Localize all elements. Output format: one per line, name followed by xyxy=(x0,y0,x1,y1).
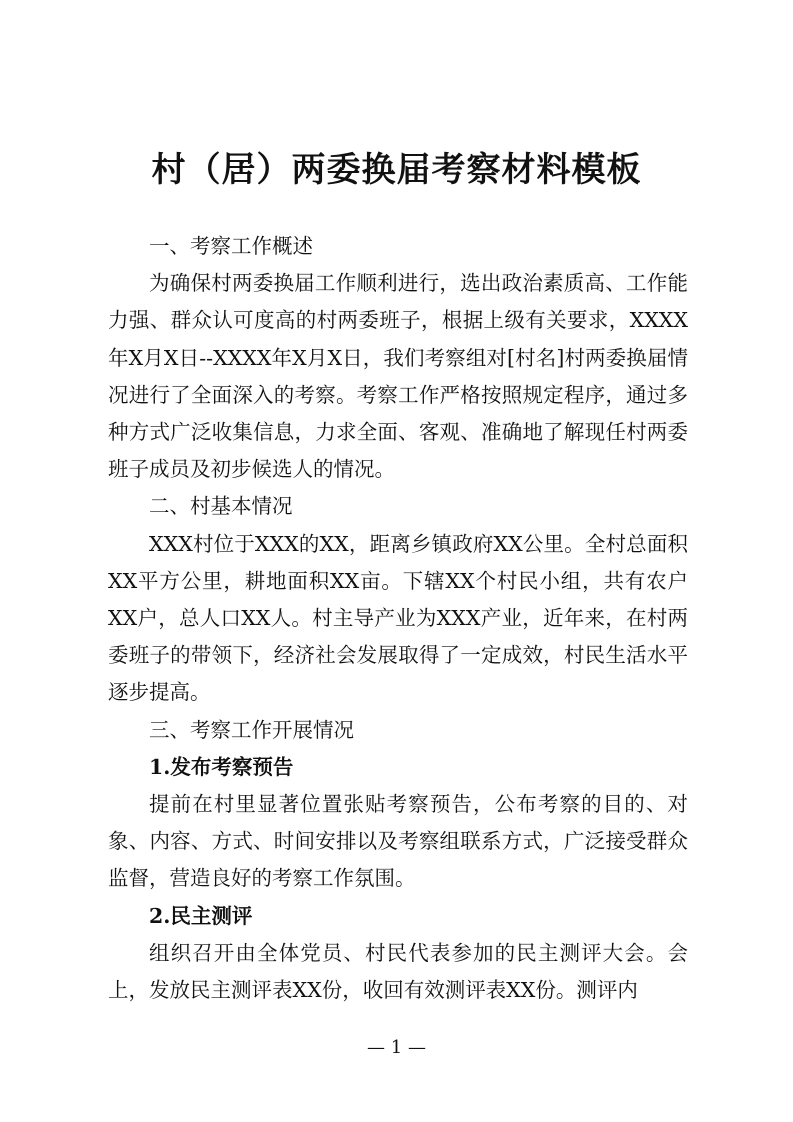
subsection-heading-evaluation: 2.民主测评 xyxy=(149,903,253,928)
paragraph-overview: 为确保村两委换届工作顺利进行，选出政治素质高、工作能力强、群众认可度高的村两委班子，根据上级有关要求，XXXX年X月X日--XXXX年X月X日，我们考察组对[村名]村两委换届情况进行了全面深入的考察。考察工作严格按照规定程序，通过多种方式广泛收集信息，力求全面、客观、准确地了解现任村两委班子成员及初步候选人的情况。 xyxy=(108,271,688,482)
section-heading-overview: 一、考察工作概述 xyxy=(149,234,313,258)
paragraph-evaluation: 组织召开由全体党员、村民代表参加的民主测评大会。会上，发放民主测评表XX份，收回有效测评表XX份。测评内 xyxy=(108,940,688,1003)
document-body xyxy=(108,228,688,1009)
document-title: 村（居）两委换届考察材料模板 xyxy=(151,150,642,190)
section-heading-work-progress: 三、考察工作开展情况 xyxy=(149,717,354,742)
section-heading-village-info: 二、村基本情况 xyxy=(149,494,293,519)
paragraph-village-info: XXX村位于XXX的XX，距离乡镇政府XX公里。全村总面积XX平方公里，耕地面积XX亩。下辖XX个村民小组，共有农户XX户，总人口XX人。村主导产业为XXX产业，近年来，在村两委班子的带领下，经济社会发展取得了一定成效，村民生活水平逐步提高。 xyxy=(108,531,688,705)
page-number: — 1 — xyxy=(367,1037,426,1058)
paragraph-notice: 提前在村里显著位置张贴考察预告，公布考察的目的、对象、内容、方式、时间安排以及考察组联系方式，广泛接受群众监督，营造良好的考察工作氛围。 xyxy=(108,792,688,891)
subsection-heading-notice: 1.发布考察预告 xyxy=(149,754,294,779)
